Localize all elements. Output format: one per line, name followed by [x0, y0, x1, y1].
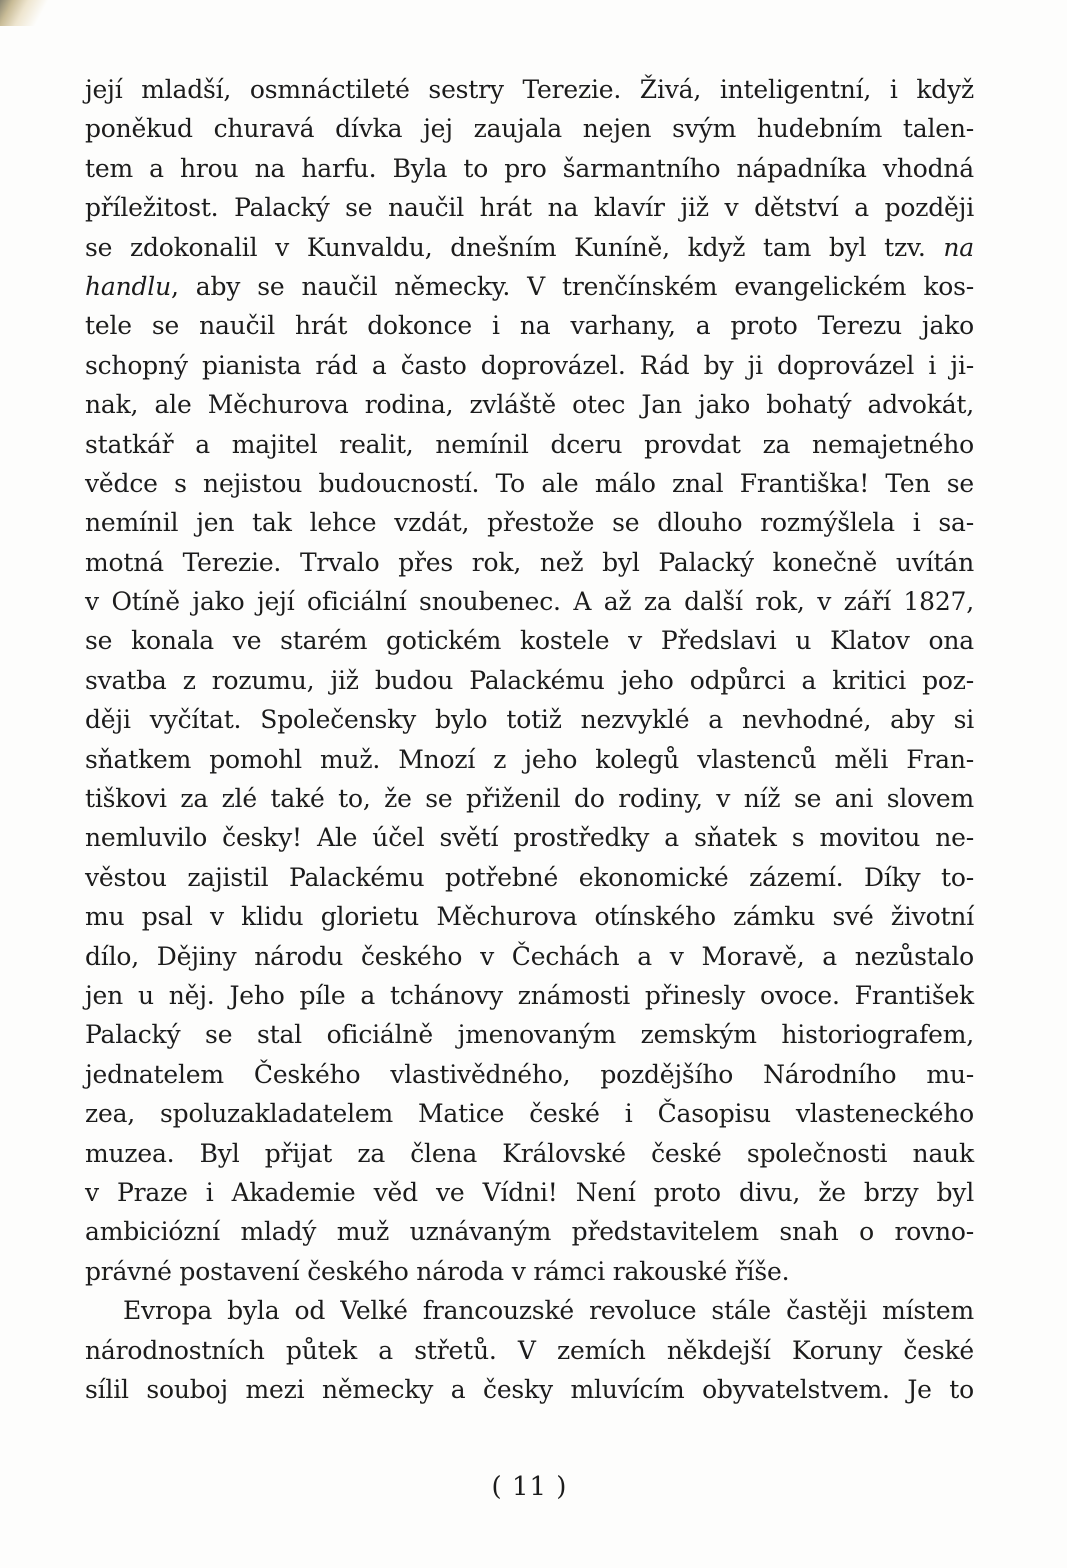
text-line [85, 1252, 974, 1291]
text-line [85, 1134, 974, 1173]
text-segment: zea, spoluzakladatelem Matice české i Časopisu vlasteneckého [85, 1099, 974, 1129]
text-line [85, 1212, 974, 1251]
text-segment: se konala ve starém gotickém kostele v Předslavi u Klatov ona [85, 626, 974, 656]
text-line [85, 70, 974, 109]
text-segment: muzea. Byl přijat za člena Královské české společnosti nauk [85, 1138, 974, 1168]
text-line [85, 700, 974, 739]
text-line [85, 976, 974, 1015]
text-segment: věstou zajistil Palackému potřebné ekonomické zázemí. Díky to- [85, 862, 974, 892]
text-segment: vědce s nejistou budoucností. To ale málo znal Františka! Ten se [85, 468, 974, 498]
text-segment: nemluvilo česky! Ale účel světí prostředky a sňatek s movitou ne- [85, 823, 974, 853]
text-line [85, 385, 974, 424]
text-segment: právné postavení českého národa v rámci rakouské říše. [85, 1256, 790, 1286]
text-segment: sňatkem pomohl muž. Mnozí z jeho kolegů vlastenců měli Fran- [85, 744, 974, 774]
text-line [85, 543, 974, 582]
text-segment: jednatelem Českého vlastivědného, pozdějšího Národního mu- [85, 1059, 974, 1089]
text-segment: motná Terezie. Trvalo přes rok, než byl Palacký konečně uvítán [85, 547, 974, 577]
text-segment: národnostních půtek a střetů. V zemích někdejší Koruny české [85, 1335, 974, 1365]
text-segment: nak, ale Měchurova rodina, zvláště otec Jan jako bohatý advokát, [85, 390, 974, 420]
text-segment: statkář a majitel realit, nemínil dceru provdat za nemajetného [85, 429, 974, 459]
text-line [85, 425, 974, 464]
text-line [85, 1370, 974, 1409]
scan-corner-artifact [0, 0, 70, 26]
text-line [85, 1173, 974, 1212]
text-segment: poněkud churavá dívka jej zaujala nejen svým hudebním talen- [85, 114, 974, 144]
text-line [85, 149, 974, 188]
text-segment: tele se naučil hrát dokonce i na varhany, a proto Terezu jako [85, 311, 974, 341]
italic-text: na [943, 232, 974, 262]
text-line [85, 346, 974, 385]
text-segment: sílil souboj mezi německy a česky mluvícím obyvatelstvem. Je to [85, 1374, 974, 1404]
text-segment: jen u něj. Jeho píle a tchánovy známosti přinesly ovoce. František [85, 980, 974, 1010]
text-segment: její mladší, osmnáctileté sestry Terezie. Živá, inteligentní, i když [85, 75, 974, 104]
text-segment: tem a hrou na harfu. Byla to pro šarmantního nápadníka vhodná [85, 153, 974, 183]
text-line [85, 109, 974, 148]
text-line [85, 1094, 974, 1133]
text-line [85, 1055, 974, 1094]
text-line [85, 740, 974, 779]
text-line [85, 858, 974, 897]
text-line [85, 818, 974, 857]
text-line [85, 1015, 974, 1054]
text-block [85, 70, 974, 1409]
text-line [85, 937, 974, 976]
text-segment: se zdokonalil v Kunvaldu, dnešním Kuníně, když tam byl tzv. [85, 232, 944, 262]
text-line [85, 188, 974, 227]
text-line [85, 621, 974, 660]
text-line [85, 306, 974, 345]
text-segment: ambiciózní mladý muž uznávaným představitelem snah o rovno- [85, 1217, 974, 1247]
text-line [85, 464, 974, 503]
text-segment: Evropa byla od Velké francouzské revoluce stále častěji místem [123, 1296, 974, 1326]
text-line [85, 267, 974, 306]
text-segment: v Praze i Akademie věd ve Vídni! Není proto divu, že brzy byl [85, 1177, 974, 1207]
text-segment: tiškovi za zlé také to, že se přiženil do rodiny, v níž se ani slovem [85, 784, 974, 814]
text-segment: Palacký se stal oficiálně jmenovaným zemským historiografem, [85, 1020, 974, 1050]
text-line [85, 661, 974, 700]
text-segment: svatba z rozumu, již budou Palackému jeho odpůrci a kritici poz- [85, 665, 974, 695]
text-line [85, 582, 974, 621]
text-segment: nemínil jen tak lehce vzdát, přestože se dlouho rozmýšlela i sa- [85, 508, 974, 538]
text-line [85, 228, 974, 267]
text-segment: v Otíně jako její oficiální snoubenec. A až za další rok, v září 1827, [85, 587, 974, 617]
text-line [85, 779, 974, 818]
text-line [85, 1291, 974, 1330]
text-segment: příležitost. Palacký se naučil hrát na klavír již v dětství a později [85, 193, 974, 223]
page-number: ( 11 ) [491, 1472, 568, 1502]
text-segment: dílo, Dějiny národu českého v Čechách a v Moravě, a nezůstalo [85, 941, 974, 971]
text-segment: mu psal v klidu glorietu Měchurova otínského zámku své životní [85, 902, 974, 932]
text-segment: schopný pianista rád a často doprovázel. Rád by ji doprovázel i ji- [85, 350, 974, 380]
text-line [85, 1331, 974, 1370]
text-segment: , aby se naučil německy. V trenčínském evangelickém kos- [171, 271, 974, 301]
text-line [85, 897, 974, 936]
text-segment: ději vyčítat. Společensky bylo totiž nezvyklé a nevhodné, aby si [85, 705, 974, 735]
text-line [85, 503, 974, 542]
italic-text: handlu [85, 271, 172, 301]
